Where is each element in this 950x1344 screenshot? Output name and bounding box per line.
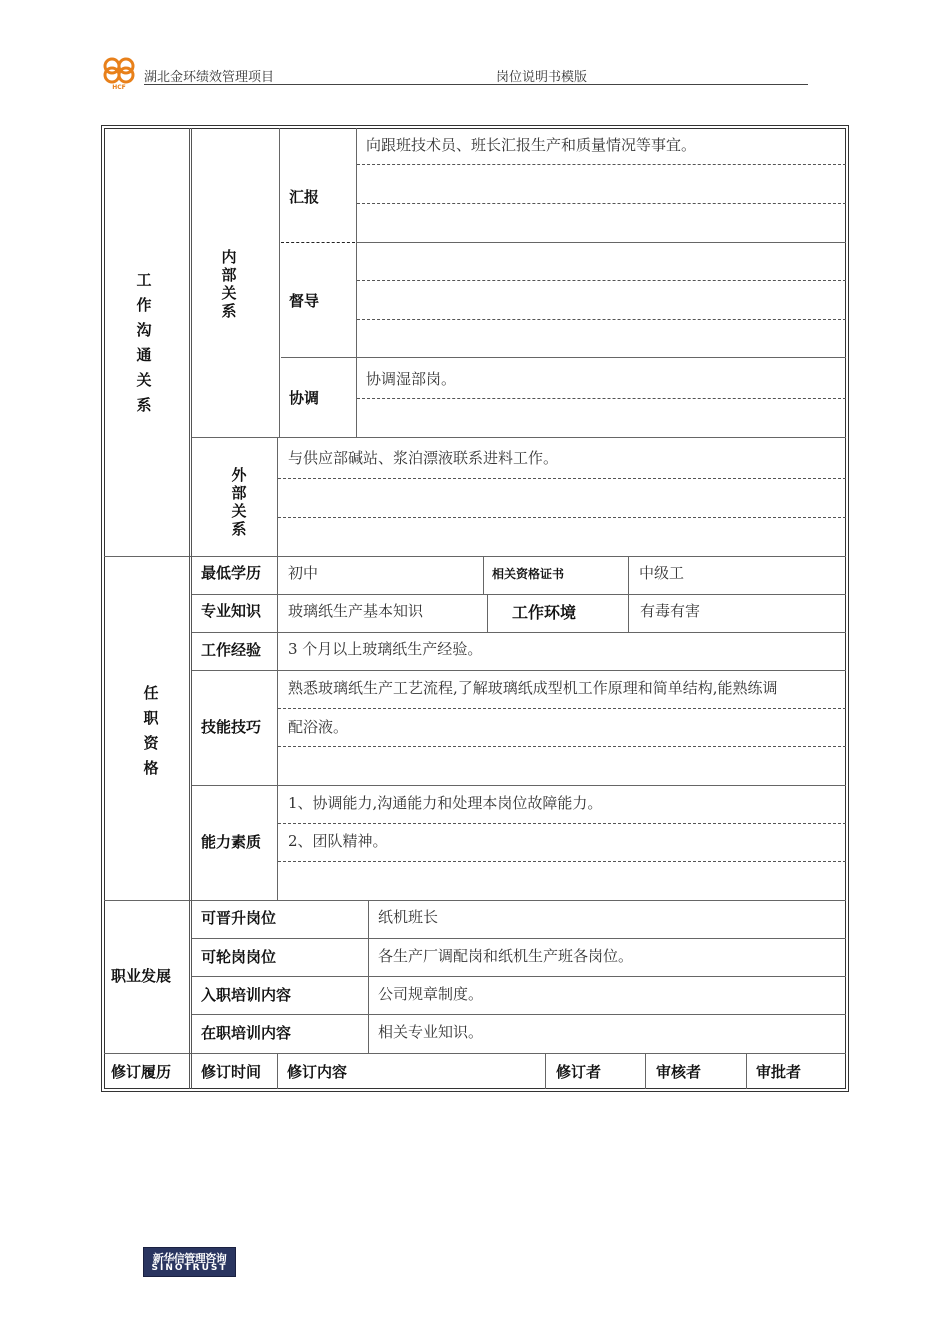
rotation-label: 可轮岗岗位 (201, 948, 277, 966)
promotion-label: 可晋升岗位 (201, 909, 277, 927)
experience-label: 工作经验 (201, 641, 262, 659)
revision-content-header: 修订内容 (287, 1063, 348, 1081)
reviser-header: 修订者 (556, 1063, 602, 1081)
divider (192, 1014, 846, 1015)
divider (279, 128, 280, 438)
dashed-line (278, 517, 846, 518)
divider (192, 437, 846, 438)
divider (746, 1053, 747, 1089)
coordinate-label: 协调 (289, 389, 320, 407)
dashed-line (278, 478, 846, 479)
divider (104, 900, 846, 901)
divider (277, 556, 278, 900)
dashed-line (281, 242, 355, 243)
external-relations-label: 外部关系 (231, 466, 247, 538)
divider (483, 556, 484, 594)
coordinate-text: 协调湿部岗。 (366, 370, 457, 388)
environment-label: 工作环境 (512, 603, 577, 622)
divider (277, 1053, 278, 1089)
dashed-line (357, 164, 846, 165)
divider (192, 594, 846, 595)
reviewer-header: 审核者 (656, 1063, 702, 1081)
dashed-line (278, 746, 846, 747)
dashed-line (278, 708, 846, 709)
education-label: 最低学历 (201, 564, 262, 582)
dashed-line (278, 861, 846, 862)
education-value: 初中 (288, 564, 319, 582)
approver-header: 审批者 (756, 1063, 802, 1081)
ability-line-2: 2、团队精神。 (288, 832, 388, 850)
knowledge-label: 专业知识 (201, 602, 262, 620)
dashed-line (357, 398, 846, 399)
rotation-value: 各生产厂调配岗和纸机生产班各岗位。 (378, 947, 634, 965)
report-label: 汇报 (289, 188, 320, 206)
page-header (100, 56, 808, 90)
supervise-label: 督导 (289, 292, 320, 310)
skills-line-2: 配浴液。 (288, 718, 349, 736)
divider (357, 242, 846, 243)
divider (192, 785, 846, 786)
sinotrust-logo (143, 1247, 236, 1277)
divider (104, 1053, 846, 1054)
section-qualification: 任职资格 (143, 684, 159, 777)
dashed-line (278, 823, 846, 824)
divider (356, 128, 357, 438)
certificate-label: 相关资格证书 (492, 567, 565, 581)
ability-label: 能力素质 (201, 833, 262, 851)
onboarding-training-value: 公司规章制度。 (378, 985, 484, 1003)
divider (192, 670, 846, 671)
ability-line-1: 1、协调能力,沟通能力和处理本岗位故障能力。 (288, 794, 603, 812)
internal-relations-label: 内部关系 (221, 248, 237, 320)
section-communication: 工作沟通关系 (136, 271, 152, 414)
skills-label: 技能技巧 (201, 718, 262, 736)
onboarding-training-label: 入职培训内容 (201, 986, 292, 1004)
divider (645, 1053, 646, 1089)
certificate-value: 中级工 (639, 564, 685, 582)
experience-value: 3 个月以上玻璃纸生产经验。 (288, 640, 483, 658)
divider (104, 556, 846, 557)
divider (628, 556, 629, 632)
divider (277, 437, 278, 556)
section-career: 职业发展 (111, 967, 172, 985)
onjob-training-value: 相关专业知识。 (378, 1023, 484, 1041)
divider (192, 976, 846, 977)
divider (192, 632, 846, 633)
divider (487, 594, 488, 632)
divider (189, 128, 192, 1089)
knowledge-value: 玻璃纸生产基本知识 (288, 602, 424, 620)
promotion-value: 纸机班长 (378, 908, 439, 926)
footer-logo-en: SINOTRUST (151, 1263, 228, 1273)
section-revision: 修订履历 (111, 1063, 172, 1081)
external-text: 与供应部碱站、浆泊漂液联系进料工作。 (288, 449, 559, 467)
company-title: 湖北金环绩效管理项目 (144, 70, 275, 85)
document-type: 岗位说明书模版 (496, 70, 588, 85)
hcf-logo-icon (100, 56, 138, 90)
divider (192, 938, 846, 939)
report-text: 向跟班技术员、班长汇报生产和质量情况等事宜。 (366, 136, 697, 154)
environment-value: 有毒有害 (640, 602, 701, 620)
logo-text: HCF (112, 84, 126, 90)
dashed-line (357, 319, 846, 320)
header-rule (144, 84, 808, 85)
dashed-line (357, 280, 846, 281)
skills-line-1: 熟悉玻璃纸生产工艺流程,了解玻璃纸成型机工作原理和简单结构,能熟练调 (288, 679, 778, 697)
revision-time-header: 修订时间 (201, 1063, 262, 1081)
footer-logo-cn: 新华信管理咨询 (152, 1252, 227, 1265)
dashed-line (357, 203, 846, 204)
divider (281, 357, 846, 358)
onjob-training-label: 在职培训内容 (201, 1024, 292, 1042)
divider (545, 1053, 546, 1089)
